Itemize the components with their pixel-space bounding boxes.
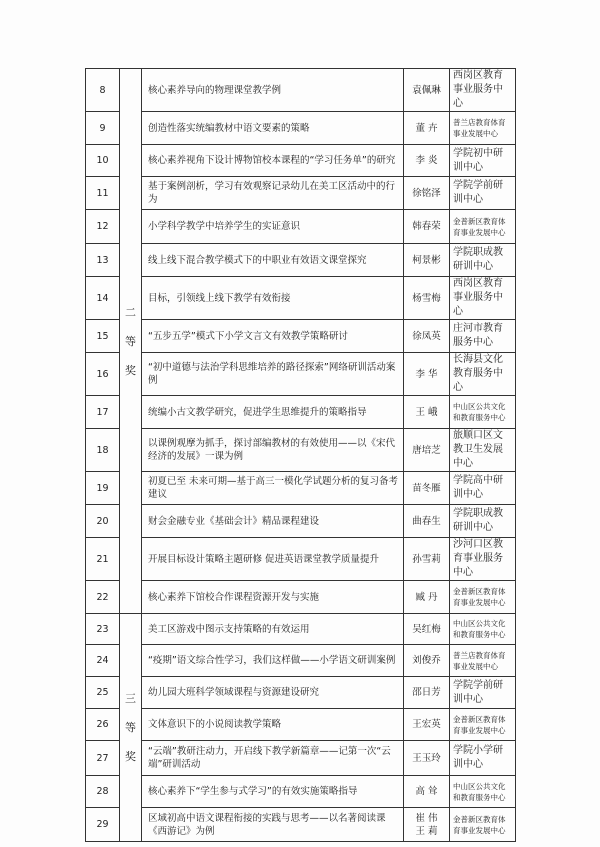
table-row: [86, 210, 516, 244]
unit-name: 沙河口区教育事业服务中心: [450, 538, 516, 581]
row-number: 26: [86, 709, 120, 741]
author-cell: [404, 145, 450, 177]
paper-title: 文体意识下的小说阅读教学策略: [142, 709, 404, 741]
author-cell: [404, 210, 450, 244]
author-cell: [404, 320, 450, 353]
row-number: 9: [86, 112, 120, 145]
author-cell: [404, 614, 450, 645]
award-table: [85, 68, 516, 842]
author-name: 杨雪梅: [412, 292, 441, 304]
row-number: 27: [86, 741, 120, 776]
author-name: 王 莉: [415, 825, 438, 837]
unit-name: 学院小学研训中心: [450, 741, 516, 776]
author-cell: [404, 677, 450, 709]
unit-name: 普兰店教育体育事业发展中心: [450, 112, 516, 145]
author-cell: [404, 776, 450, 808]
row-number: 24: [86, 645, 120, 677]
author-cell: [404, 538, 450, 581]
unit-name: 金普新区教育体育事业发展中心: [450, 581, 516, 614]
author-name: 徐铭泽: [412, 187, 441, 199]
author-cell: [404, 429, 450, 472]
unit-name: 西岗区教育事业服务中心: [450, 69, 516, 112]
author-name: 徐凤英: [412, 330, 441, 342]
award-grade-char: 奖: [125, 363, 136, 377]
unit-name: 学院高中研训中心: [450, 472, 516, 505]
paper-title: “云端”教研注动力，开启线下教学新篇章——记第一次“云端”研训活动: [142, 741, 404, 776]
unit-name: 学院初中研训中心: [450, 145, 516, 177]
author-name: 唐培芝: [412, 444, 441, 456]
author-cell: [404, 112, 450, 145]
table-row: [86, 472, 516, 505]
paper-title: 核心素养下“学生参与式学习”的有效实施策略指导: [142, 776, 404, 808]
paper-title: 创造性落实统编教材中语文要素的策略: [142, 112, 404, 145]
author-cell: [404, 709, 450, 741]
author-name: 王玉玲: [412, 752, 441, 764]
unit-name: 金普新区教育体育事业发展中心: [450, 808, 516, 842]
unit-name: 学院学前研训中心: [450, 677, 516, 709]
author-name: 邵日芳: [412, 687, 441, 698]
author-cell: [404, 244, 450, 277]
row-number: 17: [86, 396, 120, 429]
table-row: [86, 69, 516, 112]
author-name: 曲春生: [412, 515, 441, 527]
paper-title: 小学科学教学中培养学生的实证意识: [142, 210, 404, 244]
table-row: [86, 177, 516, 210]
author-name: 刘俊乔: [412, 655, 441, 666]
unit-name: 西岗区教育事业服务中心: [450, 277, 516, 320]
row-number: 11: [86, 177, 120, 210]
author-name: 李 炎: [415, 155, 438, 166]
author-cell: [404, 277, 450, 320]
unit-name: 中山区公共文化和教育服务中心: [450, 396, 516, 429]
table-row: [86, 581, 516, 614]
paper-title: 核心素养视角下设计博物馆校本课程的“学习任务单”的研究: [142, 145, 404, 177]
award-grade-char: 奖: [125, 750, 136, 763]
paper-title: 以课例观摩为抓手，探讨部编教材的有效使用——以《宋代经济的发展》一课为例: [142, 429, 404, 472]
author-name: 韩春荣: [412, 221, 441, 232]
row-number: 29: [86, 808, 120, 842]
row-number: 20: [86, 505, 120, 538]
author-name: 柯景彬: [412, 254, 441, 266]
row-number: 28: [86, 776, 120, 808]
author-cell: [404, 505, 450, 538]
author-name: 李 华: [415, 368, 438, 380]
row-number: 8: [86, 69, 120, 112]
row-number: 25: [86, 677, 120, 709]
table-row: [86, 776, 516, 808]
author-name: 袁佩琳: [412, 84, 441, 96]
paper-title: 幼儿园大班科学领域课程与资源建设研究: [142, 677, 404, 709]
author-cell: [404, 808, 450, 842]
row-number: 23: [86, 614, 120, 645]
row-number: 15: [86, 320, 120, 353]
author-cell: [404, 396, 450, 429]
unit-name: 学院职成教研训中心: [450, 244, 516, 277]
paper-title: 基于案例剖析，学习有效观察记录幼儿在美工区活动中的行为: [142, 177, 404, 210]
award-grade-char: 等: [125, 721, 136, 734]
paper-title: 核心素养导向的物理课堂教学例: [142, 69, 404, 112]
author-cell: [404, 472, 450, 505]
row-number: 18: [86, 429, 120, 472]
unit-name: 庄河市教育服务中心: [450, 320, 516, 353]
table-row: [86, 145, 516, 177]
paper-title: 统编小古文教学研究，促进学生思维提升的策略指导: [142, 396, 404, 429]
award-grade-char: 二: [125, 305, 136, 319]
unit-name: 学院学前研训中心: [450, 177, 516, 210]
unit-name: 长海县文化教育服务中心: [450, 353, 516, 396]
paper-title: “疫期”语文综合性学习，我们这样做——小学语文研训案例: [142, 645, 404, 677]
table-row: [86, 396, 516, 429]
author-cell: [404, 69, 450, 112]
award-grade-char: 等: [125, 334, 136, 348]
row-number: 22: [86, 581, 120, 614]
table-row: [86, 808, 516, 842]
unit-name: 旅顺口区文教卫生发展中心: [450, 429, 516, 472]
author-cell: [404, 645, 450, 677]
unit-name: 金普新区教育体育事业发展中心: [450, 210, 516, 244]
award-grade-cell: [120, 614, 142, 842]
author-cell: [404, 353, 450, 396]
author-cell: [404, 581, 450, 614]
unit-name: 普兰店教育体育事业发展中心: [450, 645, 516, 677]
table-row: [86, 677, 516, 709]
author-name: 吴红梅: [412, 623, 441, 635]
table-row: [86, 277, 516, 320]
table-row: [86, 320, 516, 353]
row-number: 16: [86, 353, 120, 396]
paper-title: 区域初高中语文课程衔接的实践与思考——以名著阅读课《西游记》为例: [142, 808, 404, 842]
paper-title: “五步五学”模式下小学文言文有效教学策略研讨: [142, 320, 404, 353]
row-number: 13: [86, 244, 120, 277]
paper-title: 初夏已至 未来可期—基于高三一模化学试题分析的复习备考建议: [142, 472, 404, 505]
author-name: 王 峨: [415, 406, 438, 418]
unit-name: 中山区公共文化和教育服务中心: [450, 776, 516, 808]
row-number: 10: [86, 145, 120, 177]
table-row: [86, 709, 516, 741]
table-row: [86, 112, 516, 145]
paper-title: 线上线下混合教学模式下的中职业有效语文课堂探究: [142, 244, 404, 277]
paper-title: 财会金融专业《基础会计》精品课程建设: [142, 505, 404, 538]
paper-title: 开展目标设计策略主题研修 促进英语课堂教学质量提升: [142, 538, 404, 581]
author-cell: [404, 741, 450, 776]
author-name: 苗冬雁: [412, 482, 441, 494]
paper-title: 目标，引领线上线下教学有效衔接: [142, 277, 404, 320]
author-name: 王宏英: [412, 719, 441, 730]
award-grade-cell: [120, 69, 142, 614]
author-name: 孙雪莉: [412, 553, 441, 565]
paper-title: “初中道德与法治学科思维培养的路径探索”网络研训活动案例: [142, 353, 404, 396]
author-name: 崔 伟: [415, 812, 438, 824]
table-row: [86, 244, 516, 277]
row-number: 12: [86, 210, 120, 244]
unit-name: 学院职成教研训中心: [450, 505, 516, 538]
paper-title: 美工区游戏中图示支持策略的有效运用: [142, 614, 404, 645]
author-name: 高 耸: [415, 786, 438, 797]
table-row: [86, 614, 516, 645]
author-cell: [404, 177, 450, 210]
paper-title: 核心素养下馆校合作课程资源开发与实施: [142, 581, 404, 614]
row-number: 21: [86, 538, 120, 581]
table-row: [86, 353, 516, 396]
table-row: [86, 505, 516, 538]
table-row: [86, 741, 516, 776]
row-number: 14: [86, 277, 120, 320]
table-row: [86, 538, 516, 581]
table-row: [86, 645, 516, 677]
award-grade-char: 三: [125, 692, 136, 705]
table-row: [86, 429, 516, 472]
author-name: 臧 丹: [415, 591, 438, 603]
author-name: 董 卉: [415, 122, 438, 134]
unit-name: 中山区公共文化和教育服务中心: [450, 614, 516, 645]
unit-name: 金普新区教育体育事业发展中心: [450, 709, 516, 741]
row-number: 19: [86, 472, 120, 505]
